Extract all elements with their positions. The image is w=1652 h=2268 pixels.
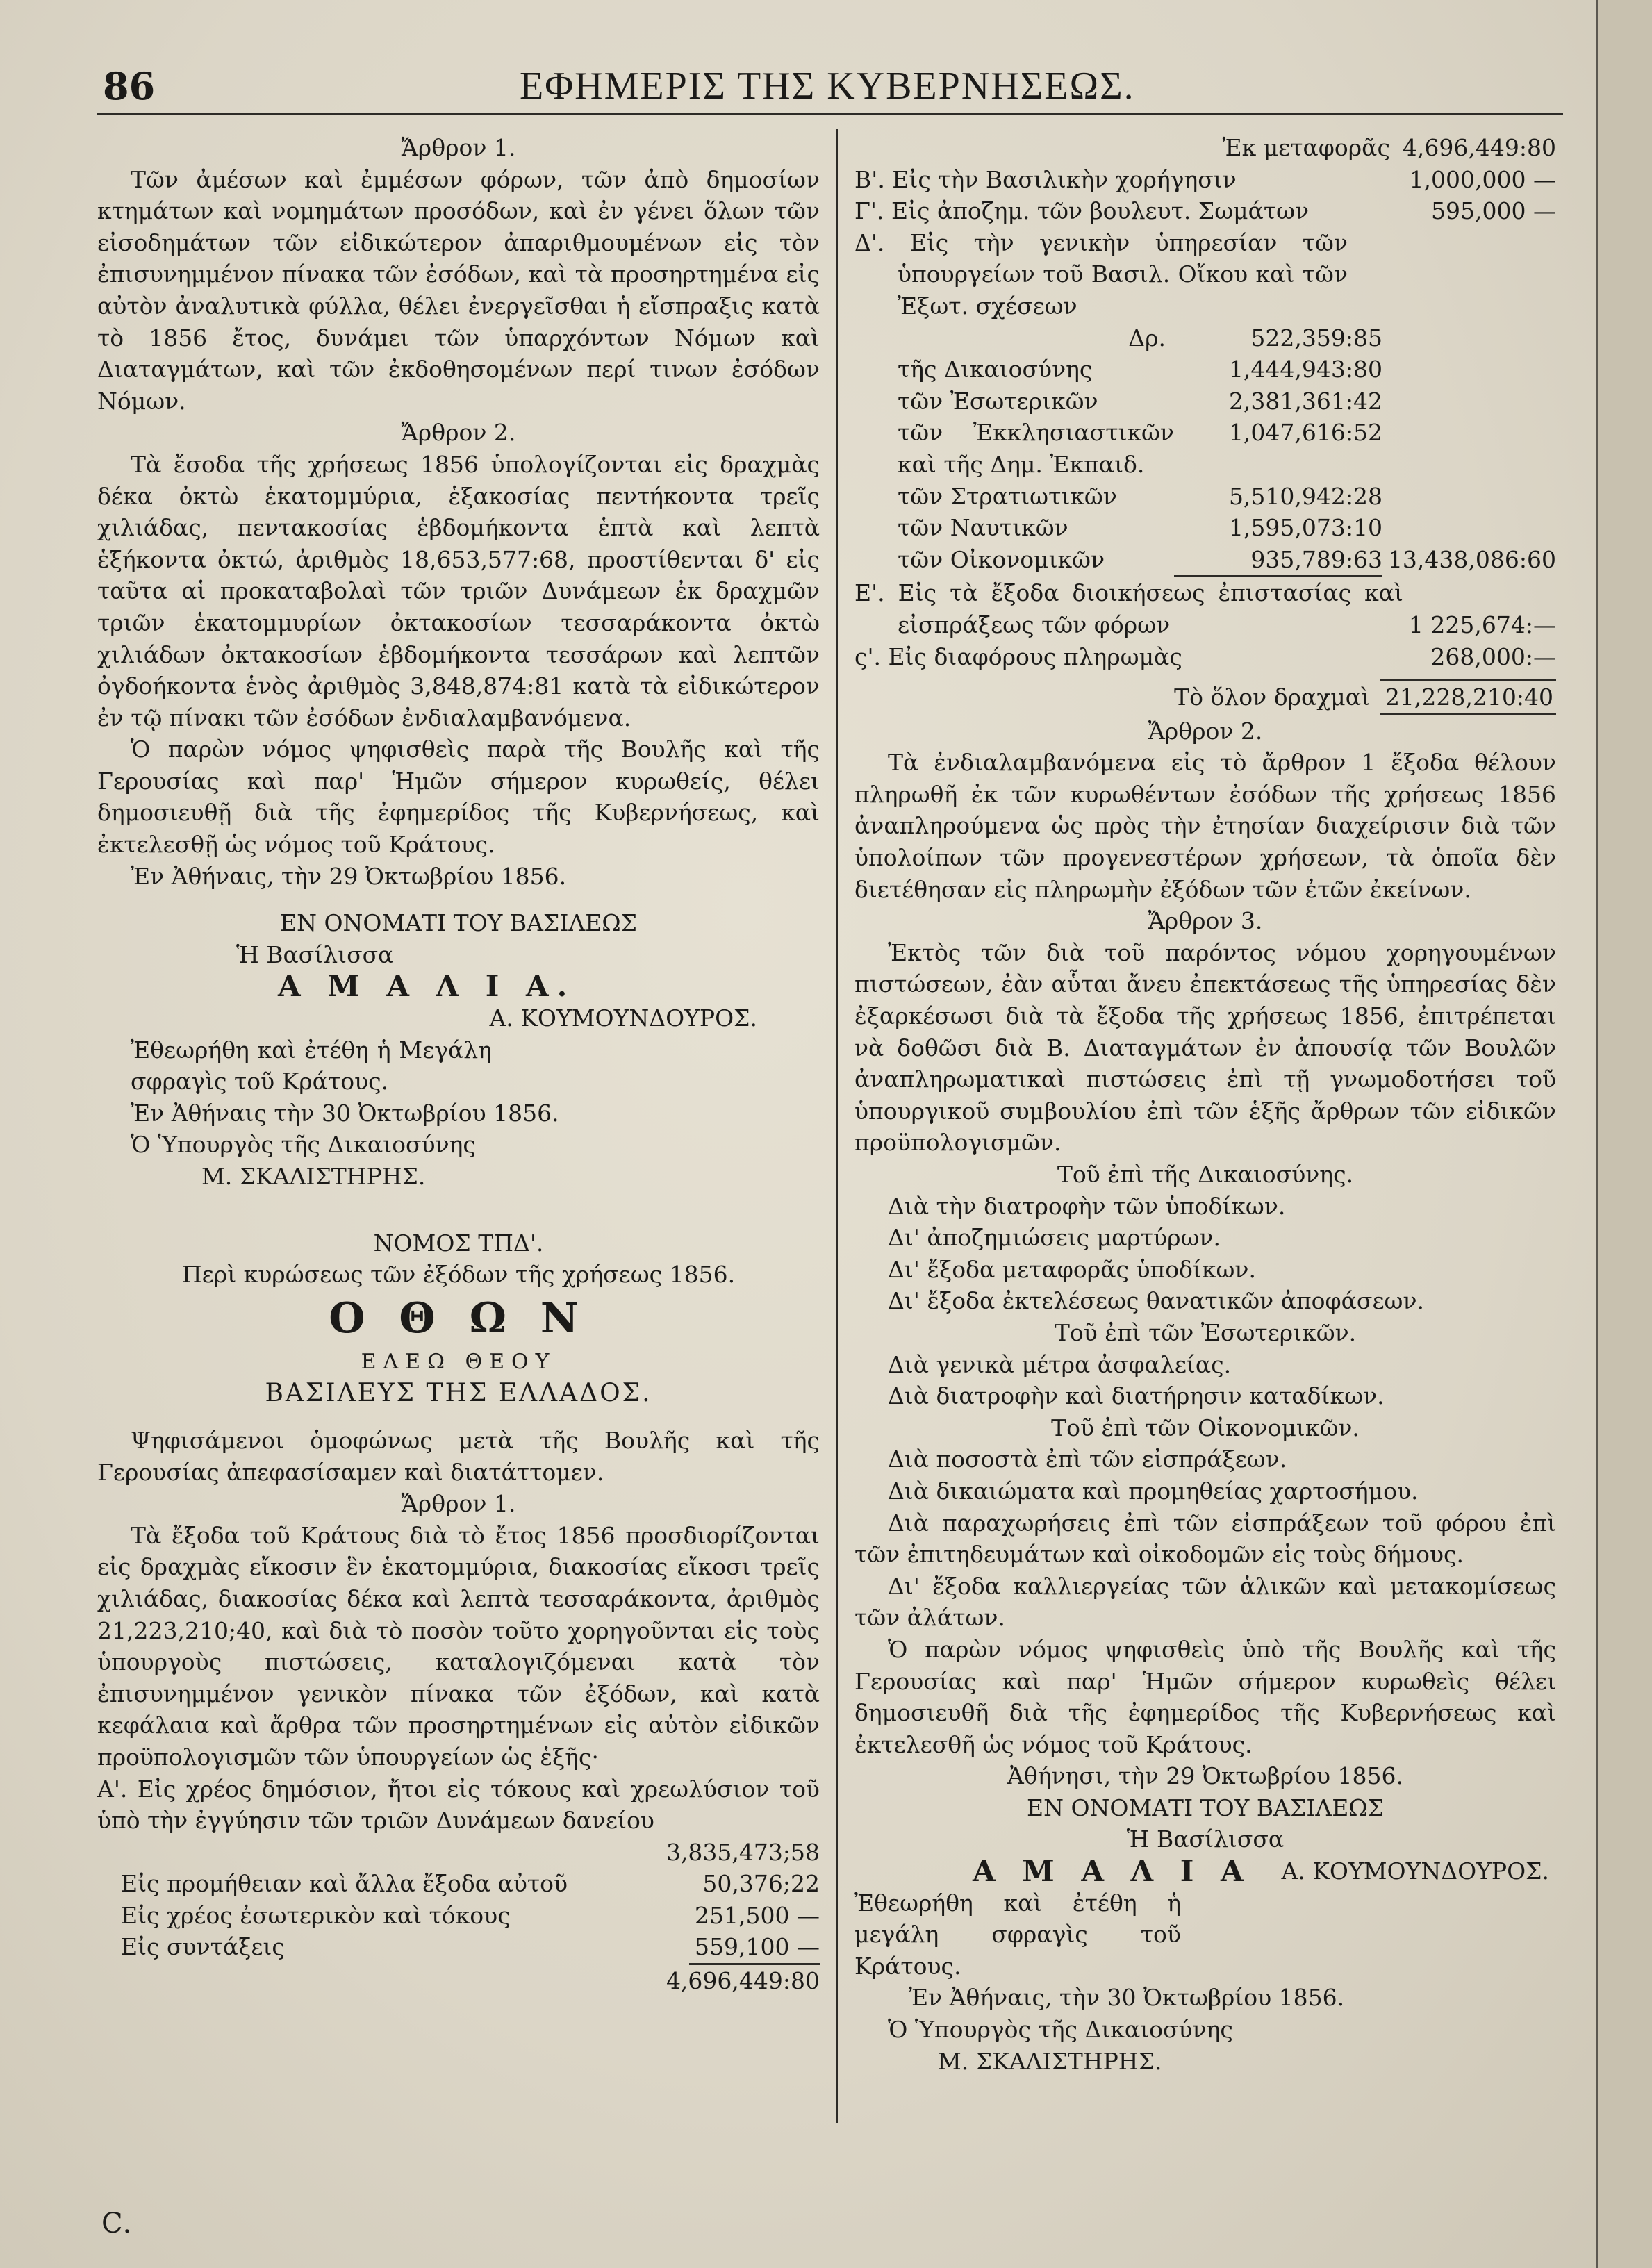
ministry-row bbox=[854, 386, 1556, 417]
expense-label: ς'. Εἰς διαφόρους πληρωμὰς bbox=[854, 643, 1182, 670]
king-name: Ο Θ Ω Ν bbox=[329, 1293, 588, 1343]
expense-value: 3,835,473;58 bbox=[666, 1838, 820, 1866]
list-item: Διὰ τὴν διατροφὴν τῶν ὑποδίκων. bbox=[888, 1192, 1286, 1220]
justice-minister-label: Ὁ Ὑπουργὸς τῆς Δικαιοσύνης bbox=[131, 1131, 476, 1159]
ministry-value: 935,789:63 bbox=[1174, 544, 1382, 578]
expense-row bbox=[854, 577, 1556, 640]
grand-total-value: 21,228,210:40 bbox=[1380, 679, 1556, 715]
law-title: ΝΟΜΟΣ ΤΠΔ'. bbox=[373, 1229, 544, 1257]
ministry-row bbox=[854, 322, 1556, 354]
expense-row bbox=[97, 1868, 820, 1900]
expense-value: 559,100 — bbox=[689, 1931, 820, 1965]
ministry-value: 2,381,361:42 bbox=[1228, 387, 1382, 415]
signature-row bbox=[854, 1855, 1556, 1887]
ministry-row bbox=[854, 512, 1556, 544]
list-item: Διὰ ποσοστὰ ἐπὶ τῶν εἰσπράξεων. bbox=[888, 1446, 1287, 1473]
expense-label: Γ'. Εἰς ἀποζημ. τῶν βουλευτ. Σωμάτων bbox=[854, 197, 1310, 225]
ministry-value: 522,359:85 bbox=[1250, 324, 1382, 351]
expense-value: 4,696,449:80 bbox=[1402, 134, 1556, 161]
newspaper-title: ΕΦΗΜΕΡΙΣ ΤΗΣ ΚΥΒΕΡΝΗΣΕΩΣ. bbox=[520, 65, 1135, 108]
expense-value: 1,000,000 — bbox=[1409, 165, 1556, 193]
page-header bbox=[103, 64, 1569, 106]
expense-value: 268,000:— bbox=[1430, 643, 1556, 670]
ministry-label: τῶν Ἐκκλησιαστικῶν καὶ τῆς Δημ. Ἐκπαιδ. bbox=[898, 419, 1174, 478]
list-item: Δι' ἔξοδα ἐκτελέσεως θανατικῶν ἀποφάσεων. bbox=[888, 1287, 1425, 1315]
expense-row bbox=[854, 641, 1556, 673]
ministry-label: τῶν Ἐσωτερικῶν bbox=[898, 387, 1098, 415]
column-divider bbox=[836, 129, 838, 2123]
seal-date: Ἐν Ἀθήναις, τὴν 30 Ὀκτωβρίου 1856. bbox=[909, 1984, 1345, 2012]
ministry-row bbox=[854, 417, 1556, 480]
right-column bbox=[854, 132, 1556, 2268]
currency-prefix: Δρ. bbox=[1128, 324, 1166, 351]
footer-mark: Ϲ. bbox=[101, 2208, 132, 2240]
article-text: Τὰ ἔσοδα τῆς χρήσεως 1856 ὑπολογίζονται εἰς δραχμὰς δέκα ὀκτὼ ἑκατομμύρια, ἑξακοσίας πεντήκοντα τρεῖς χιλιάδας, πεντακοσίας ἑβδομήκοντα ἑπτὰ καὶ λεπτὰ ἑξήκοντα ὀκτώ, ἀριθμὸς 18,653,577:68, προστίθενται δ' εἰς ταῦτα αἱ προκαταβολαὶ τῶν τριῶν Δυνάμεων ἐκ δραχμῶν τριῶν ἑκατομμυρίων ὀκτακοσίων τεσσαράκοντα ὀκτὼ χιλιάδων ὀκτακοσίων ἑβδομήκοντα τεσσάρων καὶ λεπτῶν ὀγδοήκοντα ἑνὸς ἀριθμὸς 3,848,874:81 κατὰ τὰ εἰδικώτερον ἐν τῷ πίνακι τῶν ἐσόδων ἐνδιαλαμβανόμενα. bbox=[97, 450, 820, 731]
expense-row bbox=[97, 1900, 820, 1932]
list-item: Διὰ δικαιώματα καὶ προμηθείας χαρτοσήμου. bbox=[888, 1477, 1419, 1505]
article-text: Τὰ ἔξοδα τοῦ Κράτους διὰ τὸ ἔτος 1856 προσδιορίζονται εἰς δραχμὰς εἴκοσιν ἓν ἑκατομμύρια, διακοσίας εἴκοσι τρεῖς χιλιάδας, διακοσίας δέκα καὶ λεπτὰ τεσσαράκοντα, ἀριθμὸς 21,223,210;40, καὶ διὰ τὸ ποσὸν τοῦτο χορηγοῦνται εἰς τοὺς ὑπουργοὺς πιστώσεις, καταλογιζόμεναι κατὰ τὸν ἐπισυνημμένον γενικὸν πίνακα τῶν ἐξόδων, καὶ κατὰ κεφάλαια καὶ ἄρθρα τῶν προσηρτημένων εἰς αὐτὸν εἰδικῶν προϋπολογισμῶν τῶν ὑπουργείων ὡς ἑξῆς· bbox=[97, 1521, 820, 1771]
expense-label: Ε'. Εἰς τὰ ἔξοδα διοικήσεως ἐπιστασίας καὶ εἰσπράξεως τῶν φόρων bbox=[854, 579, 1403, 638]
expense-label: Εἰς χρέος ἐσωτερικὸν καὶ τόκους bbox=[121, 1901, 511, 1929]
minister-signature: Α. ΚΟΥΜΟΥΝΔΟΥΡΟΣ. bbox=[489, 1004, 757, 1032]
article-heading: Ἄρθρον 2. bbox=[1148, 717, 1263, 745]
adjacent-page-edge bbox=[1596, 0, 1652, 2268]
expense-row bbox=[97, 1837, 820, 1869]
ministry-row bbox=[854, 544, 1556, 578]
ministry-label: τῆς Δικαιοσύνης bbox=[898, 356, 1093, 383]
in-name-of-king: ΕΝ ΟΝΟΜΑΤΙ ΤΟΥ ΒΑΣΙΛΕΩΣ bbox=[280, 909, 637, 937]
grand-total-row bbox=[854, 679, 1556, 715]
expense-label: Εἰς συντάξεις bbox=[121, 1933, 285, 1961]
date-line: Ἐν Ἀθήναις, τὴν 29 Ὀκτωβρίου 1856. bbox=[131, 862, 567, 890]
justice-minister-name: Μ. ΣΚΑΛΙΣΤΗΡΗΣ. bbox=[201, 1163, 426, 1190]
ministry-value: 1,595,073:10 bbox=[1228, 514, 1382, 542]
header-rule bbox=[97, 113, 1563, 115]
expense-row bbox=[854, 195, 1556, 227]
seal-date: Ἐν Ἀθήναις τὴν 30 Ὀκτωβρίου 1856. bbox=[131, 1099, 559, 1127]
date-line: Ἀθήνησι, τὴν 29 Ὀκτωβρίου 1856. bbox=[1007, 1762, 1403, 1790]
minister-signature: Α. ΚΟΥΜΟΥΝΔΟΥΡΟΣ. bbox=[1281, 1857, 1549, 1885]
by-grace-of-god: ΕΛΕΩ ΘΕΟΥ bbox=[361, 1349, 556, 1374]
seal-text: Ἐθεωρήθη καὶ ἐτέθη ἡ μεγάλη σφραγὶς τοῦ Κράτους. bbox=[854, 1889, 1181, 1980]
article-text: Τὰ ἐνδιαλαμβανόμενα εἰς τὸ ἄρθρον 1 ἔξοδα θέλουν πληρωθῆ ἐκ τῶν κυρωθέντων ἐσόδων τῆς χρήσεως 1856 ἀναπληρούμενα ὡς πρὸς τὴν ἐτησίαν διαχείρισιν διὰ τῶν ὑπολοίπων τῶν προγενεστέρων χρήσεων, τὰ ὁποῖα δὲν διετέθησαν εἰς πληρωμὴν ἐξόδων τῶν ἐτῶν ἐκείνων. bbox=[854, 749, 1556, 903]
list-item: Δι' ἔξοδα μεταφορᾶς ὑποδίκων. bbox=[888, 1255, 1256, 1283]
expense-label: Εἰς προμήθειαν καὶ ἄλλα ἔξοδα αὐτοῦ bbox=[121, 1870, 568, 1898]
queen-signature: Α Μ Α Λ Ι Α bbox=[973, 1854, 1252, 1889]
section-heading: Τοῦ ἐπὶ τῆς Δικαιοσύνης. bbox=[1057, 1161, 1354, 1188]
expense-subtotal: 13,438,086:60 bbox=[1387, 545, 1556, 573]
list-item: Διὰ γενικὰ μέτρα ἀσφαλείας. bbox=[888, 1350, 1232, 1378]
section-heading: Τοῦ ἐπὶ τῶν Ἐσωτερικῶν. bbox=[1054, 1318, 1357, 1346]
list-item: Δι' ἀποζημιώσεις μαρτύρων. bbox=[888, 1224, 1221, 1252]
article-heading: Ἄρθρον 1. bbox=[401, 134, 516, 161]
article-heading: Ἄρθρον 3. bbox=[1148, 907, 1263, 935]
justice-minister-label: Ὁ Ὑπουργὸς τῆς Δικαιοσύνης bbox=[888, 2016, 1233, 2044]
ministry-label: τῶν Ναυτικῶν bbox=[898, 514, 1068, 542]
ministry-row bbox=[854, 481, 1556, 513]
expense-value: 595,000 — bbox=[1431, 197, 1556, 225]
expense-row bbox=[97, 1773, 820, 1837]
expense-row bbox=[97, 1931, 820, 1965]
expense-row bbox=[854, 132, 1556, 164]
article-heading: Ἄρθρον 2. bbox=[401, 419, 516, 447]
expense-total: 4,696,449:80 bbox=[666, 1967, 820, 1995]
expense-value: 50,376;22 bbox=[702, 1870, 820, 1898]
expense-label: Α'. Εἰς χρέος δημόσιον, ἤτοι εἰς τόκους καὶ χρεωλύσιον τοῦ ὑπὸ τὴν ἐγγύησιν τῶν τριῶν Δυνάμεων δανείου bbox=[97, 1775, 820, 1835]
queen-signature: Α Μ Α Λ Ι Α. bbox=[278, 969, 576, 1004]
justice-minister-name: Μ. ΣΚΑΛΙΣΤΗΡΗΣ. bbox=[938, 2047, 1162, 2075]
preamble: Ψηφισάμενοι ὁμοφώνως μετὰ τῆς Βουλῆς καὶ τῆς Γερουσίας ἀπεφασίσαμεν καὶ διατάττομεν. bbox=[97, 1426, 820, 1486]
expense-value: 1 225,674:— bbox=[1408, 611, 1556, 638]
article-text: Ἐκτὸς τῶν διὰ τοῦ παρόντος νόμου χορηγουμένων πιστώσεων, ἐὰν αὗται ἄνευ ἐπεκτάσεως τῆς ὑπηρεσίας δὲν ἐξαρκέσωσι διὰ τὰ ἔξοδα τῆς χρήσεως 1856, ἐπιτρέπεται νὰ δοθῶσι διὰ Β. Διαταγμάτων ἐν ἀπουσίᾳ τῶν Βουλῶν ἀναπληρωματικαὶ πιστώσεις ἐπὶ τῇ γνωμοδοτήσει τοῦ ὑπουργικοῦ συμβουλίου ἐπὶ τῶν ἑξῆς ἄρθρων τῶν εἰδικῶν προϋπολογισμῶν. bbox=[854, 938, 1556, 1157]
expense-value: 251,500 — bbox=[695, 1901, 820, 1929]
closing-text: Ὁ παρὼν νόμος ψηφισθεὶς παρὰ τῆς Βουλῆς καὶ τῆς Γερουσίας καὶ παρ' Ἡμῶν σήμερον κυρωθείς, θέλει δημοσιευθῇ διὰ τῆς ἐφημερίδος τῆς Κυβερνήσεως, καὶ ἐκτελεσθῇ ὡς νόμος τοῦ Κράτους. bbox=[97, 736, 820, 859]
in-name-of-king: ΕΝ ΟΝΟΜΑΤΙ ΤΟΥ ΒΑΣΙΛΕΩΣ bbox=[1027, 1794, 1384, 1821]
queen-label: Ἡ Βασίλισσα bbox=[1126, 1826, 1285, 1853]
expense-label: Β'. Εἰς τὴν Βασιλικὴν χορήγησιν bbox=[854, 165, 1237, 193]
queen-label: Ἡ Βασίλισσα bbox=[236, 941, 394, 968]
ministry-label: τῶν Οἰκονομικῶν bbox=[898, 545, 1105, 573]
section-heading: Τοῦ ἐπὶ τῶν Οἰκονομικῶν. bbox=[1051, 1414, 1360, 1441]
ministry-row bbox=[854, 354, 1556, 386]
article-text: Τῶν ἀμέσων καὶ ἐμμέσων φόρων, τῶν ἀπὸ δημοσίων κτημάτων καὶ νομημάτων προσόδων, καὶ ἐν γένει ὅλων τῶν εἰσοδημάτων τῶν εἰδικώτερον ἀπαριθμουμένων εἰς τὸν ἐπισυνημμένον πίνακα τῶν ἐσόδων, καὶ τὰ προσηρτημένα εἰς αὐτὸν ἀναλυτικὰ φύλλα, θέλει ἐνεργεῖσθαι ἡ εἴσπραξις κατὰ τὸ 1856 ἔτος, δυνάμει τῶν ὑπαρχόντων Νόμων καὶ Διαταγμάτων, καὶ τῶν ἐκδοθησομένων περί τινων ἐσόδων Νόμων. bbox=[97, 165, 820, 415]
article-heading: Ἄρθρον 1. bbox=[401, 1490, 516, 1518]
law-subject: Περὶ κυρώσεως τῶν ἐξόδων τῆς χρήσεως 1856. bbox=[181, 1261, 736, 1289]
list-item: Διὰ διατροφὴν καὶ διατήρησιν καταδίκων. bbox=[888, 1382, 1385, 1410]
expense-label: Ἐκ μεταφορᾶς bbox=[1222, 134, 1390, 161]
list-item: Διὰ παραχωρήσεις ἐπὶ τῶν εἰσπράξεων τοῦ φόρου ἐπὶ τῶν ἐπιτηδευμάτων καὶ οἰκοδομῶν εἰς τοὺς δήμους. bbox=[854, 1509, 1556, 1568]
expense-row bbox=[854, 164, 1556, 196]
ministry-value: 1,444,943:80 bbox=[1228, 356, 1382, 383]
page-number: 86 bbox=[103, 64, 156, 108]
grand-total-label: Τὸ ὅλον δραχμαὶ bbox=[1174, 684, 1370, 711]
seal-text: Ἐθεωρήθη καὶ ἐτέθη ἡ Μεγάλη σφραγὶς τοῦ Κράτους. bbox=[131, 1036, 492, 1095]
king-title: ΒΑΣΙΛΕΥΣ ΤΗΣ ΕΛΛΑΔΟΣ. bbox=[265, 1379, 652, 1408]
list-item: Δι' ἔξοδα καλλιεργείας τῶν ἁλικῶν καὶ μετακομίσεως τῶν ἀλάτων. bbox=[854, 1572, 1556, 1632]
expense-label: Δ'. Εἰς τὴν γενικὴν ὑπηρεσίαν τῶν ὑπουργείων τοῦ Βασιλ. Οἴκου καὶ τῶν Ἐξωτ. σχέσεων bbox=[854, 229, 1348, 320]
ministry-value: 5,510,942:28 bbox=[1228, 482, 1382, 510]
ministry-value: 1,047,616:52 bbox=[1228, 419, 1382, 447]
ministry-label: τῶν Στρατιωτικῶν bbox=[898, 482, 1117, 510]
closing-text: Ὁ παρὼν νόμος ψηφισθεὶς ὑπὸ τῆς Βουλῆς καὶ τῆς Γερουσίας καὶ παρ' Ἡμῶν σήμερον κυρωθεὶς θέλει δημοσιευθῆ διὰ τῆς ἐφημερίδος τῆς Κυβερνήσεως καὶ ἐκτελεσθῆ ὡς νόμος τοῦ Κράτους. bbox=[854, 1635, 1556, 1758]
left-column bbox=[97, 132, 820, 2268]
expense-total-row bbox=[97, 1965, 820, 1997]
